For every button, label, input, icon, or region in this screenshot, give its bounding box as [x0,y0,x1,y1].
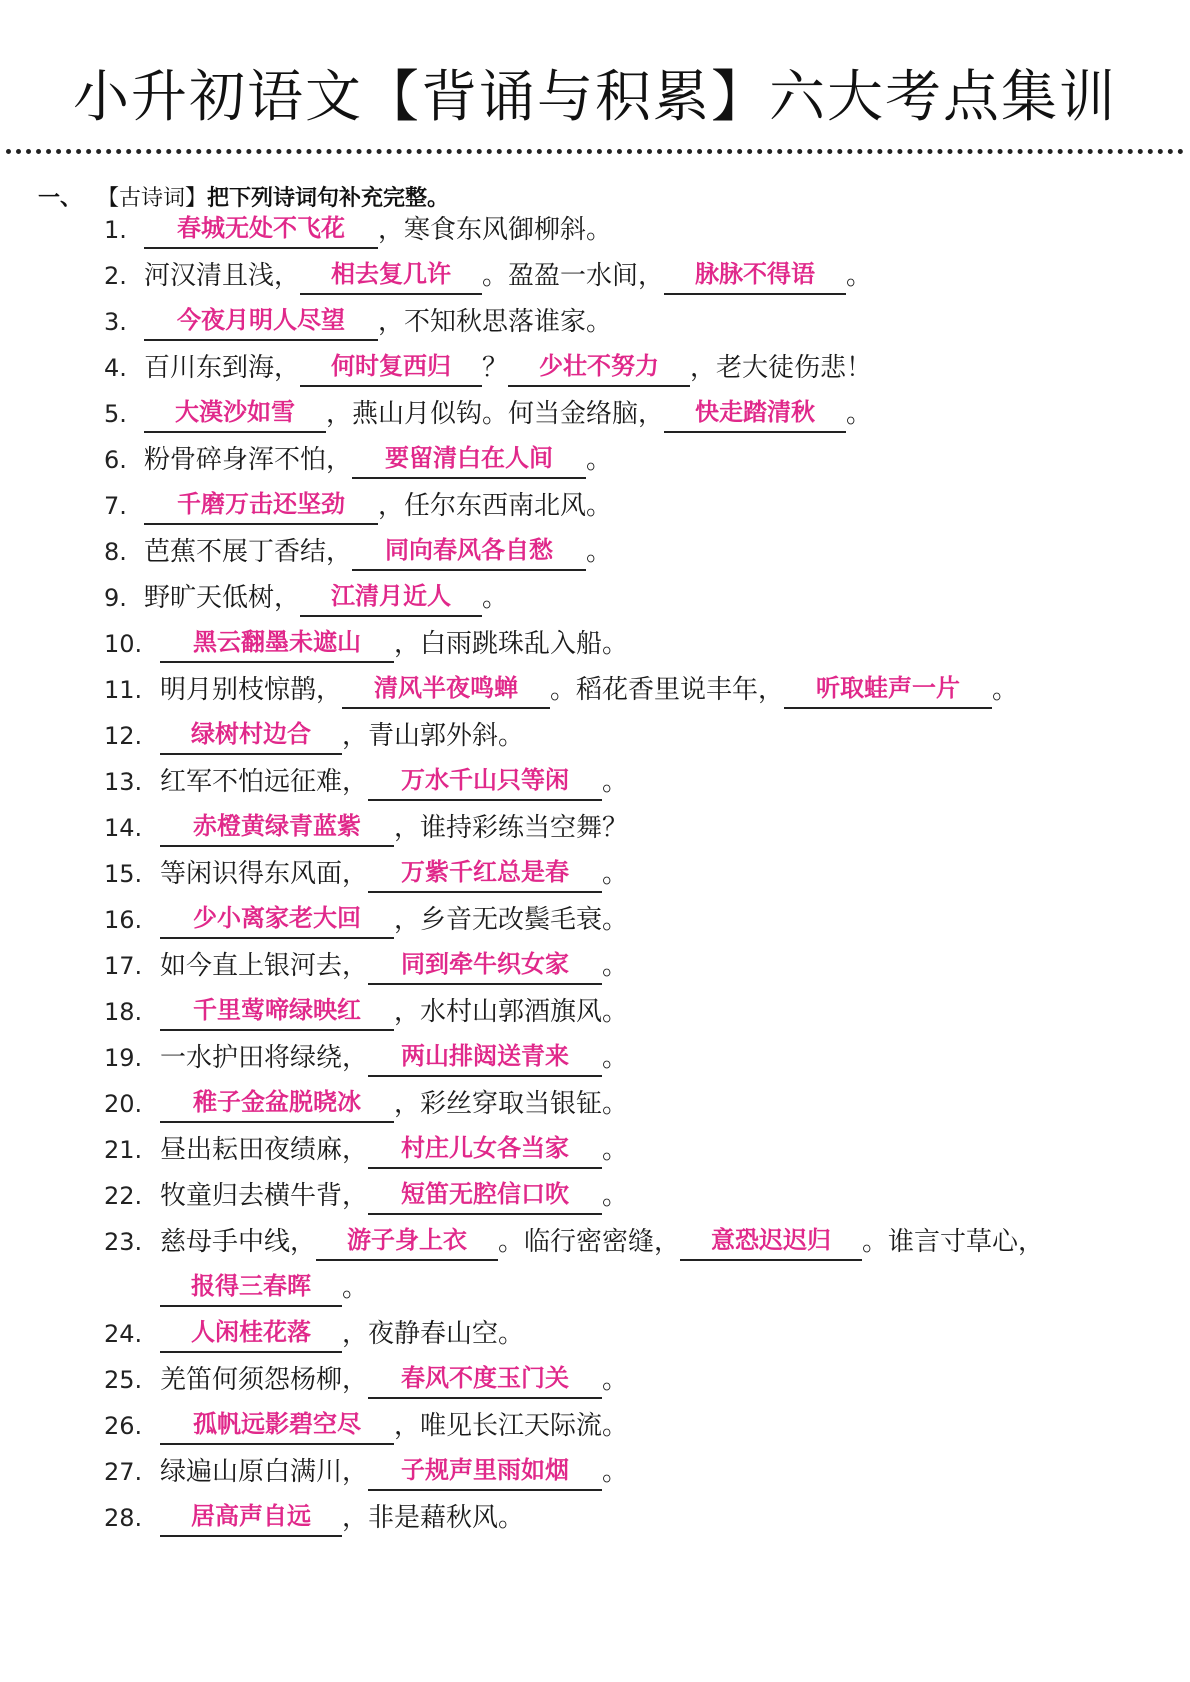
answer-blank[interactable]: 绿树村边合 [160,717,342,755]
question-item [104,437,612,483]
question-item [104,943,628,989]
poem-text: 。稻花香里说丰年， [550,675,785,705]
question-number: 12. [104,722,143,750]
question-item [104,1449,628,1495]
dotted-divider [6,149,1184,154]
question-item [104,391,872,437]
answer-blank[interactable]: 千磨万击还坚劲 [144,487,378,525]
poem-text: ，谁持彩练当空舞？ [394,813,629,843]
question-number: 10. [104,630,143,658]
poem-text: ，彩丝穿取当银钲。 [394,1089,629,1119]
poem-text: 绿遍山原白满川， [160,1457,369,1487]
question-number: 17. [104,952,143,980]
answer-blank[interactable]: 意恐迟迟归 [680,1223,862,1261]
poem-text: 。 [586,445,613,475]
poem-text: 明月别枝惊鹊， [160,675,343,705]
question-number: 1. [104,216,127,244]
answer-blank[interactable]: 同到牵牛织女家 [368,947,602,985]
question-number: 13. [104,768,143,796]
answer-blank[interactable]: 人闲桂花落 [160,1315,342,1353]
question-item [104,1127,628,1173]
question-number: 21. [104,1136,143,1164]
poem-text: ，老大徒伤悲！ [690,353,873,383]
poem-text: 。 [482,583,509,613]
poem-text: 粉骨碎身浑不怕， [144,445,353,475]
question-item [104,1081,628,1127]
question-item [104,483,612,529]
question-item [104,1357,628,1403]
question-number: 4. [104,354,127,382]
answer-blank[interactable]: 黑云翻墨未遮山 [160,625,394,663]
poem-text: 。 [602,1181,629,1211]
answer-blank[interactable]: 同向春风各自愁 [352,533,586,571]
poem-text: 羌笛何须怨杨柳， [160,1365,369,1395]
poem-text: 。 [992,675,1019,705]
poem-text: 。 [602,1043,629,1073]
question-item [104,1035,628,1081]
poem-text: 。临行密密缝， [498,1227,681,1257]
question-item [104,1495,524,1541]
poem-text: 。盈盈一水间， [482,261,665,291]
poem-text: ？ [482,353,509,383]
question-number: 25. [104,1366,143,1394]
answer-blank[interactable]: 报得三春晖 [160,1269,342,1307]
poem-text: ，不知秋思落谁家。 [378,307,613,337]
poem-text: 。 [602,767,629,797]
poem-text: 。 [586,537,613,567]
poem-text: 昼出耘田夜绩麻， [160,1135,369,1165]
poem-text: 等闲识得东风面， [160,859,369,889]
poem-text: ，非是藉秋风。 [342,1503,525,1533]
poem-text: ，乡音无改鬓毛衰。 [394,905,629,935]
poem-text: 一水护田将绿绕， [160,1043,369,1073]
question-continuation [160,1265,368,1311]
poem-text: 河汉清且浅， [144,261,301,291]
question-item [104,1219,1044,1265]
poem-text: 。 [846,399,873,429]
poem-text: 牧童归去横牛背， [160,1181,369,1211]
answer-blank[interactable]: 万紫千红总是春 [368,855,602,893]
poem-text: ，夜静春山空。 [342,1319,525,1349]
poem-text: 。谁言寸草心， [862,1227,1045,1257]
question-item [104,1403,628,1449]
poem-text: 慈母手中线， [160,1227,317,1257]
question-number: 6. [104,446,127,474]
question-item [104,529,612,575]
poem-text: 如今直上银河去， [160,951,369,981]
question-item [104,575,508,621]
section-number: 一、 [38,186,83,211]
question-number: 27. [104,1458,143,1486]
question-number: 23. [104,1228,143,1256]
poem-text: 。 [602,859,629,889]
poem-text: ，寒食东风御柳斜。 [378,215,613,245]
question-item [104,253,872,299]
answer-blank[interactable]: 春城无处不飞花 [144,211,378,249]
poem-text: 野旷天低树， [144,583,301,613]
poem-text: 。 [602,1457,629,1487]
poem-text: 。 [602,951,629,981]
poem-text: 。 [342,1273,369,1303]
question-number: 5. [104,400,127,428]
answer-blank[interactable]: 要留清白在人间 [352,441,586,479]
answer-blank[interactable]: 两山排闼送青来 [368,1039,602,1077]
question-number: 24. [104,1320,143,1348]
question-number: 26. [104,1412,143,1440]
page-title: 小升初语文【背诵与积累】六大考点集训 [73,65,1117,130]
poem-text: 百川东到海， [144,353,301,383]
question-number: 2. [104,262,127,290]
poem-text: 红军不怕远征难， [160,767,369,797]
question-number: 18. [104,998,143,1026]
question-number: 20. [104,1090,143,1118]
answer-blank[interactable]: 快走踏清秋 [664,395,846,433]
poem-text: 。 [602,1135,629,1165]
poem-text: 芭蕉不展丁香结， [144,537,353,567]
question-item [104,805,628,851]
answer-blank[interactable]: 少小离家老大回 [160,901,394,939]
answer-blank[interactable]: 何时复西归 [300,349,482,387]
answer-blank[interactable]: 少壮不努力 [508,349,690,387]
question-number: 22. [104,1182,143,1210]
question-item [104,1173,628,1219]
poem-text: ，青山郭外斜。 [342,721,525,751]
question-number: 28. [104,1504,143,1532]
question-item [104,345,872,391]
answer-blank[interactable]: 春风不度玉门关 [368,1361,602,1399]
question-item [104,207,612,253]
answer-blank[interactable]: 大漠沙如雪 [144,395,326,433]
answer-blank[interactable]: 孤帆远影碧空尽 [160,1407,394,1445]
answer-blank[interactable]: 稚子金盆脱晓冰 [160,1085,394,1123]
answer-blank[interactable]: 千里莺啼绿映红 [160,993,394,1031]
section-tag: 【古诗词】 [108,186,208,211]
question-item [104,897,628,943]
question-item [104,851,628,897]
question-number: 14. [104,814,143,842]
question-item [104,1311,524,1357]
answer-blank[interactable]: 江清月近人 [300,579,482,617]
question-number: 15. [104,860,143,888]
answer-blank[interactable]: 脉脉不得语 [664,257,846,295]
answer-blank[interactable]: 子规声里雨如烟 [368,1453,602,1491]
answer-blank[interactable]: 万水千山只等闲 [368,763,602,801]
poem-text: 。 [602,1365,629,1395]
question-number: 7. [104,492,127,520]
question-item [104,759,628,805]
answer-blank[interactable]: 游子身上衣 [316,1223,498,1261]
answer-blank[interactable]: 相去复几许 [300,257,482,295]
question-number: 3. [104,308,127,336]
poem-text: ，燕山月似钩。何当金络脑， [326,399,665,429]
poem-text: ，唯见长江天际流。 [394,1411,629,1441]
answer-blank[interactable]: 短笛无腔信口吹 [368,1177,602,1215]
question-number: 16. [104,906,143,934]
answer-blank[interactable]: 清风半夜鸣蝉 [342,671,550,709]
question-number: 19. [104,1044,143,1072]
question-item [104,621,628,667]
answer-blank[interactable]: 村庄儿女各当家 [368,1131,602,1169]
poem-text: ，水村山郭酒旗风。 [394,997,629,1027]
question-item [104,713,524,759]
answer-blank[interactable]: 赤橙黄绿青蓝紫 [160,809,394,847]
answer-blank[interactable]: 今夜月明人尽望 [144,303,378,341]
question-number: 9. [104,584,127,612]
poem-text: 。 [846,261,873,291]
answer-blank[interactable]: 居高声自远 [160,1499,342,1537]
question-item [104,667,1018,713]
poem-text: ，任尔东西南北风。 [378,491,613,521]
poem-text: ，白雨跳珠乱入船。 [394,629,629,659]
section-instruction: 把下列诗词句补充完整。 [207,186,450,211]
question-item [104,989,628,1035]
question-number: 11. [104,676,143,704]
question-item [104,299,612,345]
answer-blank[interactable]: 听取蛙声一片 [784,671,992,709]
question-number: 8. [104,538,127,566]
